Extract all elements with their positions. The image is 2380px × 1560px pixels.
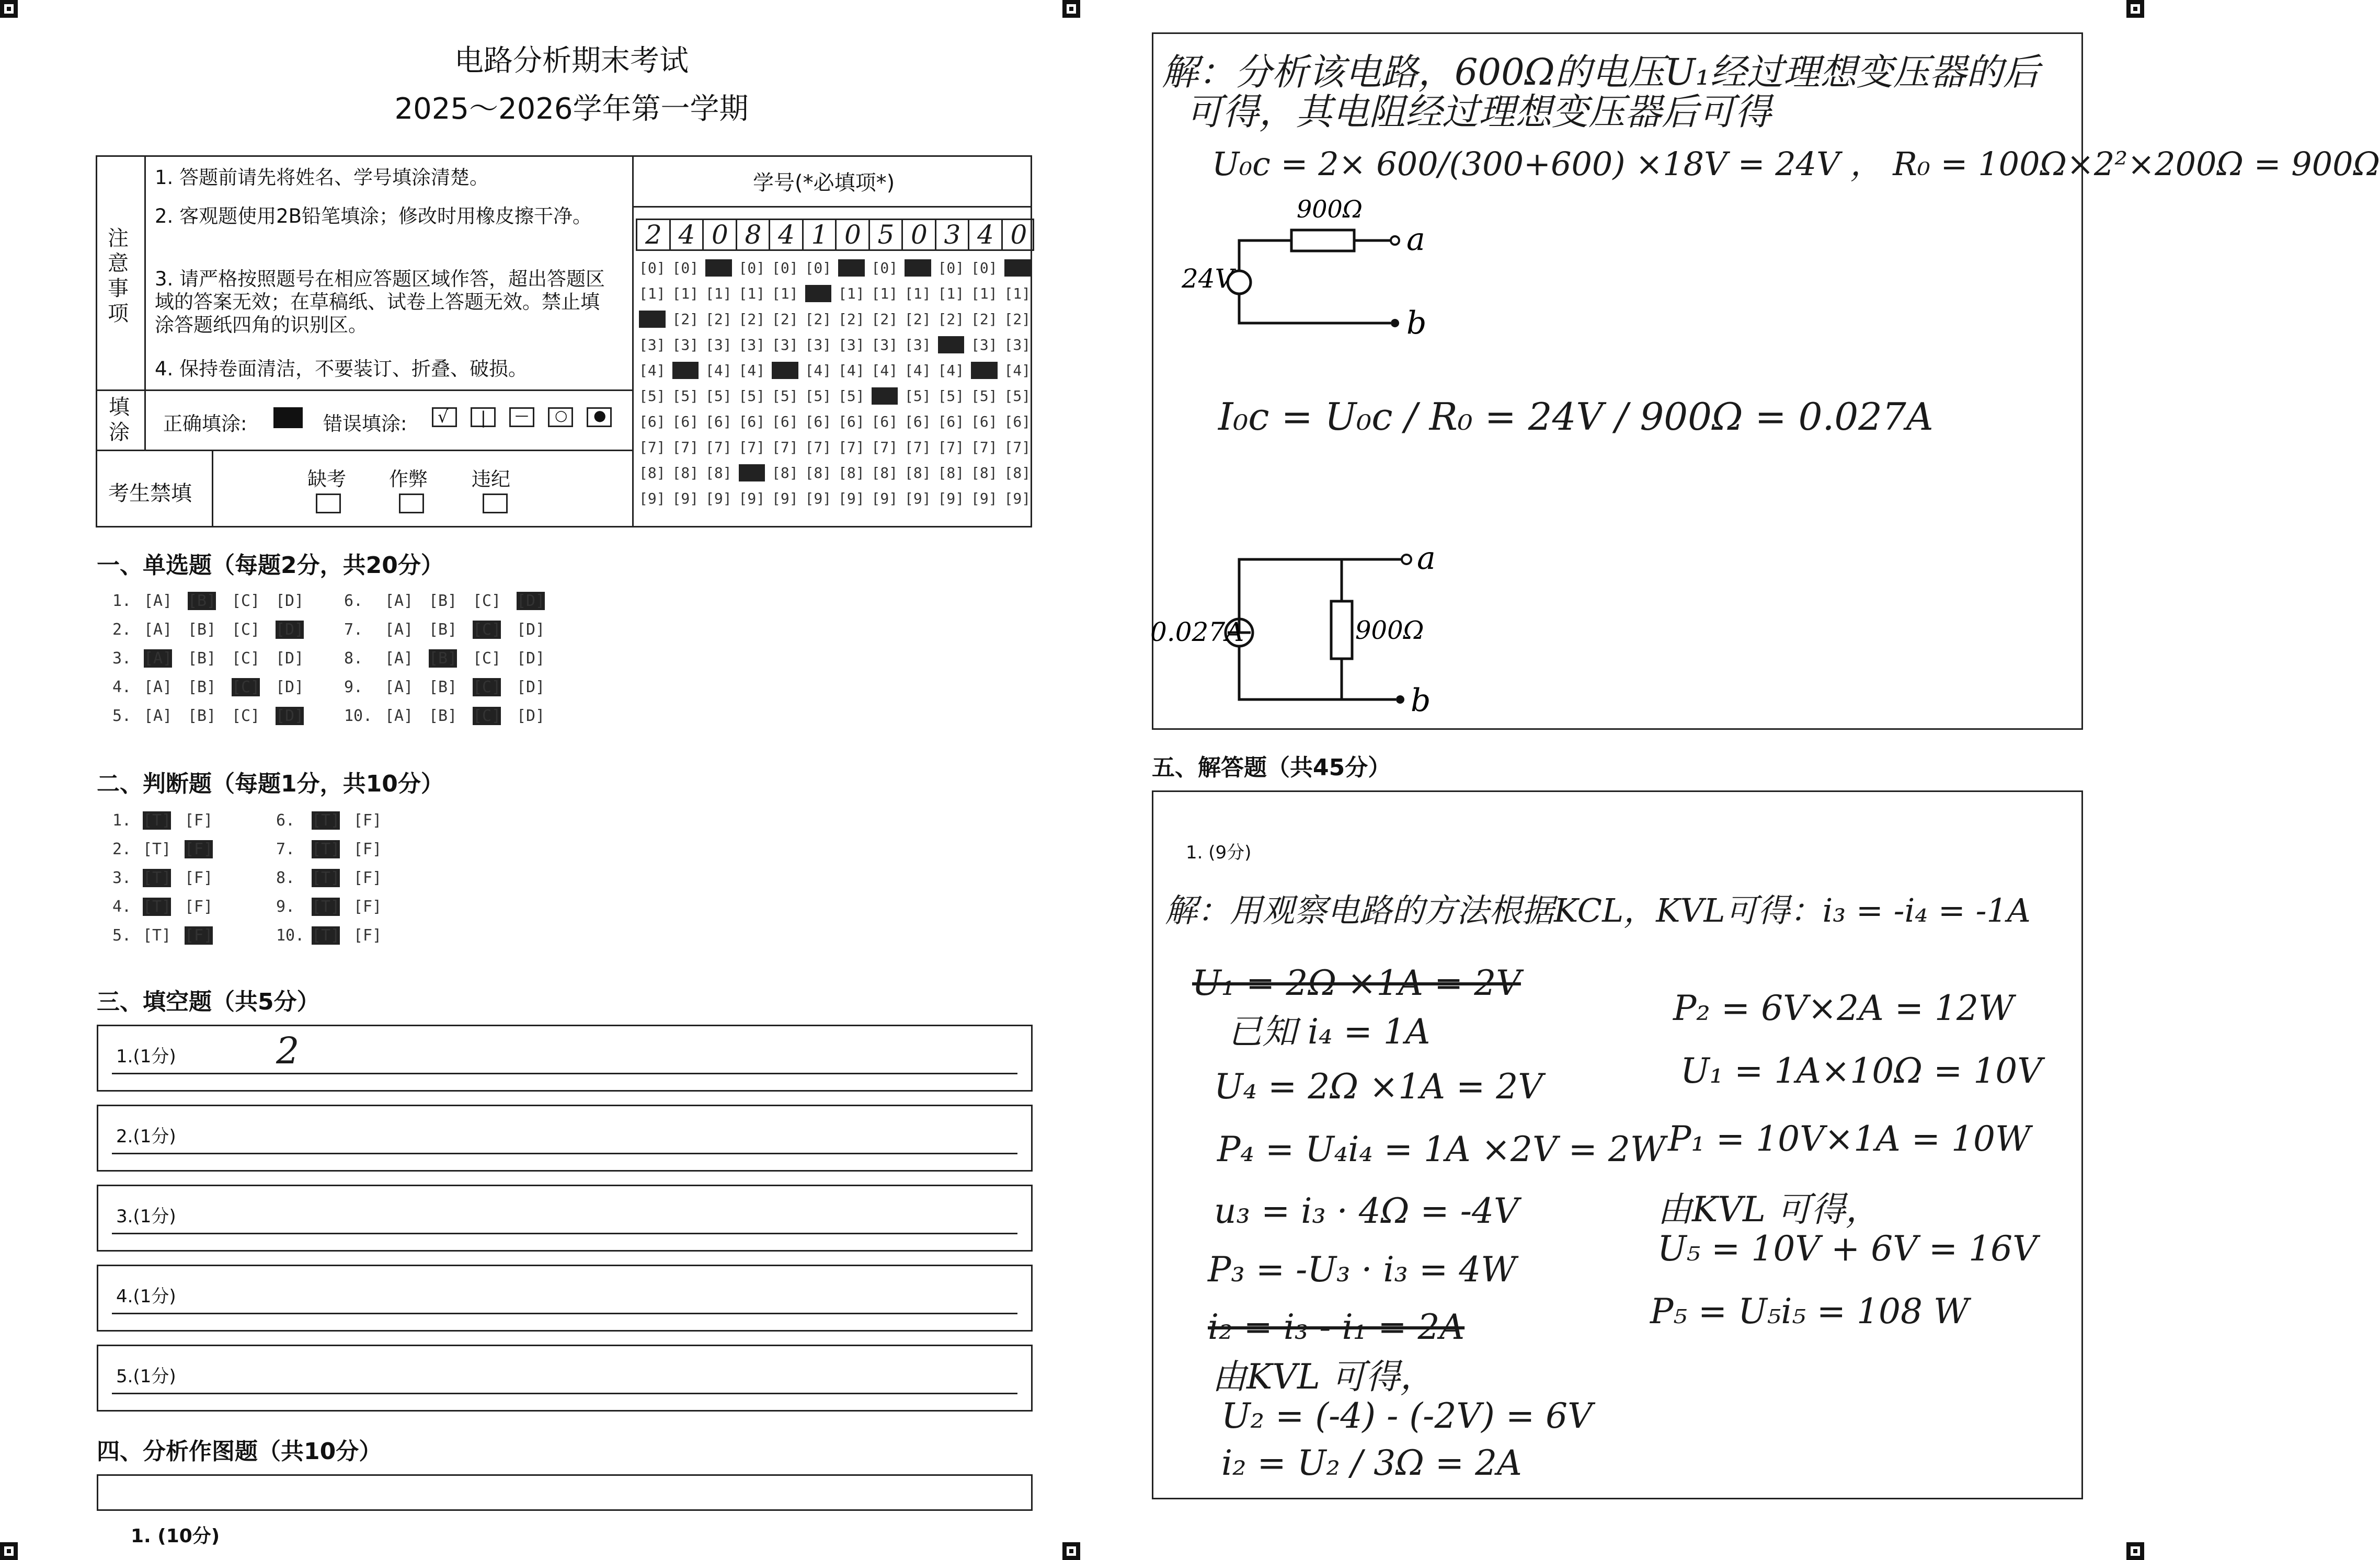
id-bubble[interactable]: [8]	[772, 464, 798, 481]
s2-qnum: 3.	[112, 869, 132, 887]
s2-option[interactable]: [T]	[312, 926, 340, 945]
circuit1-a-label: a	[1406, 221, 1425, 258]
s2-qnum: 4.	[112, 898, 132, 916]
s1-option[interactable]: [A]	[144, 678, 173, 696]
wrong-fill-label: 错误填涂:	[323, 412, 407, 435]
id-bubble[interactable]: [8]	[838, 464, 865, 481]
fill-blank-box[interactable]	[97, 1185, 1033, 1252]
circuit1-b-label: b	[1406, 305, 1427, 341]
notice-item-1: 1. 答题前请先将姓名、学号填涂清楚。	[155, 166, 489, 189]
id-bubble[interactable]: [1]	[937, 285, 965, 302]
circuit2-b-label: b	[1411, 682, 1431, 719]
id-bubble[interactable]: [5]	[971, 387, 998, 405]
id-bubble[interactable]: [2]	[672, 311, 699, 328]
s2-option[interactable]: [T]	[143, 898, 171, 916]
s1-qnum: 8.	[344, 649, 363, 668]
s1-option[interactable]: [D]	[276, 707, 304, 725]
id-bubble[interactable]: [8]	[805, 464, 832, 481]
id-bubble[interactable]: [1]	[805, 285, 832, 302]
s2-option[interactable]: [F]	[353, 869, 382, 887]
id-bubble[interactable]: [7]	[672, 439, 699, 456]
s1-option[interactable]: [B]	[188, 592, 216, 610]
circuit-diagram-1	[1182, 183, 1454, 350]
id-bubble[interactable]: [1]	[871, 285, 898, 302]
student-id-digit: 0	[1010, 220, 1027, 250]
s4-line-2: 可得，其电阻经过理想变压器后可得	[1186, 90, 1771, 133]
id-bubble[interactable]: [6]	[705, 413, 732, 430]
s1-qnum: 9.	[344, 678, 363, 696]
s2-option[interactable]: [F]	[185, 840, 213, 858]
s1-option[interactable]: [D]	[517, 678, 545, 696]
id-bubble[interactable]: [2]	[705, 311, 732, 328]
id-bubble[interactable]: [7]	[937, 439, 965, 456]
corner-marker-bottom-middle	[1062, 1542, 1080, 1560]
id-bubble[interactable]: [5]	[738, 387, 765, 405]
s1-option[interactable]: [D]	[517, 649, 545, 668]
id-bubble[interactable]: [9]	[838, 490, 865, 507]
id-bubble[interactable]: [9]	[937, 490, 965, 507]
id-bubble[interactable]: [3]	[738, 336, 765, 353]
id-bubble[interactable]: [4]	[838, 362, 865, 379]
student-id-header: 学号(*必填项*)	[753, 171, 895, 195]
s1-option[interactable]: [C]	[232, 707, 260, 725]
id-bubble[interactable]: [5]	[937, 387, 965, 405]
section2-heading: 二、判断题（每题1分，共10分）	[97, 771, 444, 797]
notice-item-3: 3. 请严格按照题号在相应答题区域作答，超出答题区域的答案无效；在草稿纸、试卷上答题无效。禁止填涂答题纸四角的识别区。	[155, 268, 605, 336]
s2-qnum: 8.	[276, 869, 295, 887]
fill-label: 填涂	[109, 395, 130, 444]
student-id-digit: 2	[645, 220, 662, 250]
s5-left-line: 已知 i₄ = 1A	[1228, 1012, 1431, 1052]
s4-line-4: I₀c = U₀c / R₀ = 24V / 900Ω = 0.027A	[1218, 395, 1933, 439]
s2-option[interactable]: [F]	[185, 898, 213, 916]
section4-q1-label: 1. (10分)	[131, 1525, 220, 1547]
wrong-mark-3: —	[509, 407, 534, 427]
id-bubble[interactable]: [9]	[772, 490, 798, 507]
s1-option[interactable]: [D]	[517, 592, 545, 610]
s5-left-line: 由KVL 可得，	[1212, 1357, 1435, 1397]
id-bubble[interactable]: [0]	[772, 259, 798, 277]
student-id-digit: 5	[877, 220, 895, 250]
s2-option[interactable]: [T]	[143, 869, 171, 887]
s5-left-line: P₃ = -U₃ · i₃ = 4W	[1208, 1249, 1517, 1290]
id-bubble[interactable]: [8]	[971, 464, 998, 481]
fill-blank-label: 1.(1分)	[116, 1046, 176, 1067]
s5-left-line: U₂ = (-4) - (-2V) = 6V	[1221, 1396, 1593, 1436]
id-bubble[interactable]: [5]	[905, 387, 931, 405]
student-id-digit: 4	[778, 220, 795, 250]
circuit1-terminal-a	[1391, 236, 1399, 245]
id-bubble[interactable]: [0]	[672, 259, 699, 277]
s1-option[interactable]: [A]	[385, 649, 414, 668]
s5-right-line: P₁ = 10V×1A = 10W	[1668, 1119, 2031, 1159]
fill-blank-box[interactable]	[97, 1265, 1033, 1332]
s2-qnum: 1.	[112, 811, 132, 830]
id-bubble[interactable]: [1]	[838, 285, 865, 302]
id-bubble[interactable]: [3]	[971, 336, 998, 353]
id-bubble[interactable]: [7]	[905, 439, 931, 456]
corner-marker-top-middle	[1062, 0, 1080, 18]
proctor-item-violation: 违纪	[472, 468, 510, 490]
corner-marker-bottom-right	[2126, 1542, 2144, 1560]
id-bubble[interactable]: [3]	[871, 336, 898, 353]
id-bubble[interactable]: [3]	[639, 336, 666, 353]
s2-option[interactable]: [T]	[312, 898, 340, 916]
id-bubble[interactable]: [6]	[905, 413, 931, 430]
s2-qnum: 7.	[276, 840, 295, 858]
section5-heading: 五、解答题（共45分）	[1152, 754, 1391, 781]
student-id-digit: 0	[712, 220, 728, 250]
s1-option[interactable]: [D]	[517, 621, 545, 639]
id-bubble[interactable]: [2]	[639, 311, 666, 328]
s4-line-1: 解：分析该电路，600Ω的电压U₁经过理想变压器的后	[1162, 51, 2040, 94]
id-bubble[interactable]: [8]	[672, 464, 699, 481]
section5-q1-label: 1. (9分)	[1186, 842, 1252, 863]
id-bubble[interactable]: [2]	[871, 311, 898, 328]
id-bubble[interactable]: [9]	[672, 490, 699, 507]
student-id-digit: 0	[844, 220, 861, 250]
notice-item-2: 2. 客观题使用2B铅笔填涂；修改时用橡皮擦干净。	[155, 205, 592, 227]
section3-heading: 三、填空题（共5分）	[97, 989, 320, 1015]
s1-option[interactable]: [A]	[385, 678, 414, 696]
s1-option[interactable]: [B]	[188, 678, 216, 696]
notice-item-4: 4. 保持卷面清洁，不要装订、折叠、破损。	[155, 358, 528, 380]
id-bubble[interactable]: [6]	[971, 413, 998, 430]
s1-option[interactable]: [A]	[144, 621, 173, 639]
s5-left-line: 解：用观察电路的方法根据KCL，KVL可得：i₃ = -i₄ = -1A	[1165, 891, 2031, 930]
id-bubble[interactable]: [1]	[738, 285, 765, 302]
id-bubble[interactable]: [8]	[871, 464, 898, 481]
circuit2-res-label: 900Ω	[1355, 616, 1424, 645]
id-bubble[interactable]: [7]	[838, 439, 865, 456]
id-bubble[interactable]: [3]	[672, 336, 699, 353]
s2-option[interactable]: [T]	[143, 840, 171, 858]
id-bubble[interactable]: [5]	[672, 387, 699, 405]
s1-option[interactable]: [C]	[473, 707, 501, 725]
id-bubble[interactable]: [6]	[937, 413, 965, 430]
s5-left-line: u₃ = i₃ · 4Ω = -4V	[1214, 1191, 1519, 1231]
id-bubble[interactable]: [5]	[838, 387, 865, 405]
s1-qnum: 1.	[112, 592, 132, 610]
id-bubble[interactable]: [9]	[971, 490, 998, 507]
id-bubble[interactable]: [4]	[772, 362, 798, 379]
id-bubble[interactable]: [3]	[705, 336, 732, 353]
wrong-mark-2: |	[471, 407, 496, 427]
corner-marker-bottom-left	[0, 1542, 18, 1560]
s1-qnum: 6.	[344, 592, 363, 610]
s5-left-line: P₄ = U₄i₄ = 1A ×2V = 2W	[1217, 1129, 1666, 1169]
circuit1-src-label: 24V	[1182, 263, 1234, 294]
id-bubble[interactable]: [3]	[772, 336, 798, 353]
student-id-digit: 0	[911, 220, 928, 250]
id-bubble[interactable]: [4]	[639, 362, 666, 379]
id-bubble[interactable]: [0]	[639, 259, 666, 277]
s1-qnum: 5.	[112, 707, 132, 725]
s1-qnum: 10.	[344, 707, 373, 725]
id-bubble[interactable]: [3]	[1004, 336, 1031, 353]
s1-option[interactable]: [C]	[232, 678, 260, 696]
id-bubble[interactable]: [2]	[805, 311, 832, 328]
student-id-digit: 4	[678, 220, 695, 250]
s2-qnum: 5.	[112, 926, 132, 945]
id-bubble[interactable]: [4]	[1004, 362, 1031, 379]
s2-option[interactable]: [F]	[353, 926, 382, 945]
student-id-digit: 8	[745, 220, 762, 250]
id-bubble[interactable]: [3]	[905, 336, 931, 353]
s1-qnum: 4.	[112, 678, 132, 696]
s5-left-line: U₄ = 2Ω ×1A = 2V	[1214, 1066, 1543, 1107]
s1-option[interactable]: [C]	[473, 621, 501, 639]
proctor-item-absent: 缺考	[307, 468, 346, 490]
s5-right-line: P₂ = 6V×2A = 12W	[1673, 988, 2014, 1028]
id-bubble[interactable]: [3]	[805, 336, 832, 353]
id-bubble[interactable]: [0]	[705, 259, 732, 277]
exam-semester: 2025～2026学年第一学期	[394, 92, 749, 126]
id-bubble[interactable]: [1]	[639, 285, 666, 302]
proctor-box-absent[interactable]	[316, 494, 341, 513]
s2-qnum: 10.	[276, 926, 305, 945]
circuit2-terminal-a	[1402, 555, 1411, 564]
s1-option[interactable]: [B]	[429, 649, 457, 668]
s1-option[interactable]: [C]	[473, 678, 501, 696]
id-bubble[interactable]: [5]	[705, 387, 732, 405]
s5-right-line: 由KVL 可得，	[1657, 1189, 1880, 1230]
fill-blank-answer: 2	[276, 1029, 300, 1072]
id-bubble[interactable]: [1]	[971, 285, 998, 302]
id-bubble[interactable]: [8]	[1004, 464, 1031, 481]
circuit1-terminal-b	[1391, 319, 1399, 327]
id-bubble[interactable]: [5]	[1004, 387, 1031, 405]
s2-option[interactable]: [T]	[312, 840, 340, 858]
id-bubble[interactable]: [7]	[738, 439, 765, 456]
s1-option[interactable]: [C]	[232, 592, 260, 610]
s2-qnum: 6.	[276, 811, 295, 830]
id-bubble[interactable]: [0]	[738, 259, 765, 277]
s1-qnum: 2.	[112, 621, 132, 639]
correct-fill-sample	[273, 407, 303, 428]
correct-fill-label: 正确填涂:	[163, 412, 247, 435]
s2-option[interactable]: [T]	[312, 869, 340, 887]
id-bubble[interactable]: [4]	[672, 362, 699, 379]
fill-blank-label: 3.(1分)	[116, 1206, 176, 1227]
id-bubble[interactable]: [9]	[705, 490, 732, 507]
s1-option[interactable]: [A]	[144, 707, 173, 725]
s1-qnum: 3.	[112, 649, 132, 668]
s1-qnum: 7.	[344, 621, 363, 639]
id-bubble[interactable]: [4]	[905, 362, 931, 379]
id-bubble[interactable]: [0]	[971, 259, 998, 277]
s5-left-line: i₂ = U₂ / 3Ω = 2A	[1221, 1443, 1522, 1483]
s1-option[interactable]: [B]	[429, 621, 457, 639]
id-bubble[interactable]: [0]	[871, 259, 898, 277]
id-bubble[interactable]: [6]	[805, 413, 832, 430]
section1-heading: 一、单选题（每题2分，共20分）	[97, 552, 444, 579]
s5-right-line: U₅ = 10V + 6V = 16V	[1657, 1229, 2038, 1269]
s1-option[interactable]: [B]	[188, 707, 216, 725]
id-bubble[interactable]: [0]	[905, 259, 931, 277]
s2-option[interactable]: [F]	[353, 840, 382, 858]
id-bubble[interactable]: [0]	[937, 259, 965, 277]
s1-option[interactable]: [D]	[276, 649, 304, 668]
s1-option[interactable]: [B]	[188, 649, 216, 668]
id-bubble[interactable]: [0]	[838, 259, 865, 277]
id-bubble[interactable]: [1]	[772, 285, 798, 302]
s1-option[interactable]: [B]	[188, 621, 216, 639]
student-id-digit: 1	[811, 220, 828, 250]
id-bubble[interactable]: [1]	[905, 285, 931, 302]
s2-option[interactable]: [T]	[312, 811, 340, 830]
id-bubble[interactable]: [9]	[639, 490, 666, 507]
s2-qnum: 9.	[276, 898, 295, 916]
id-bubble[interactable]: [2]	[838, 311, 865, 328]
id-bubble[interactable]: [5]	[805, 387, 832, 405]
id-bubble[interactable]: [6]	[639, 413, 666, 430]
s1-option[interactable]: [C]	[473, 649, 501, 668]
id-bubble[interactable]: [1]	[672, 285, 699, 302]
s1-option[interactable]: [D]	[517, 707, 545, 725]
proctor-label: 考生禁填	[108, 481, 192, 506]
proctor-box-violation[interactable]	[483, 494, 508, 513]
id-bubble[interactable]: [2]	[772, 311, 798, 328]
proctor-box-cheat[interactable]	[399, 494, 424, 513]
id-bubble[interactable]: [5]	[639, 387, 666, 405]
id-bubble[interactable]: [4]	[705, 362, 732, 379]
section4-heading: 四、分析作图题（共10分）	[97, 1438, 382, 1465]
s1-option[interactable]: [D]	[276, 592, 304, 610]
s2-option[interactable]: [T]	[143, 926, 171, 945]
exam-title: 电路分析期末考试	[454, 44, 689, 78]
circuit-diagram-2	[1150, 538, 1474, 719]
s2-option[interactable]: [F]	[185, 926, 213, 945]
section4-answer-box-top	[97, 1474, 1033, 1511]
s1-option[interactable]: [B]	[429, 707, 457, 725]
s2-option[interactable]: [F]	[353, 811, 382, 830]
id-bubble[interactable]: [9]	[1004, 490, 1031, 507]
s4-line-3: U₀c = 2× 600/(300+600) ×18V = 24V ， R₀ = 100Ω×2²×200Ω = 900Ω	[1212, 145, 2380, 183]
id-bubble[interactable]: [6]	[838, 413, 865, 430]
s1-option[interactable]: [A]	[385, 707, 414, 725]
id-bubble[interactable]: [6]	[672, 413, 699, 430]
s2-option[interactable]: [T]	[143, 811, 171, 830]
s1-option[interactable]: [A]	[144, 649, 173, 668]
s1-option[interactable]: [D]	[276, 678, 304, 696]
fill-blank-box[interactable]	[97, 1105, 1033, 1172]
id-bubble[interactable]: [4]	[805, 362, 832, 379]
s1-option[interactable]: [B]	[429, 678, 457, 696]
fill-blank-box[interactable]	[97, 1025, 1033, 1092]
proctor-item-cheat: 作弊	[389, 468, 428, 490]
s5-right-line: U₁ = 1A×10Ω = 10V	[1680, 1051, 2042, 1091]
id-bubble[interactable]: [6]	[772, 413, 798, 430]
circuit2-resistor	[1331, 601, 1352, 659]
wrong-mark-4: ○	[548, 407, 573, 427]
fill-blank-box[interactable]	[97, 1345, 1033, 1412]
id-bubble[interactable]: [3]	[838, 336, 865, 353]
id-bubble[interactable]: [2]	[905, 311, 931, 328]
id-bubble[interactable]: [4]	[971, 362, 998, 379]
student-id-digit: 3	[944, 220, 961, 250]
id-bubble[interactable]: [6]	[738, 413, 765, 430]
s1-option[interactable]: [C]	[232, 621, 260, 639]
s1-option[interactable]: [A]	[144, 592, 173, 610]
id-bubble[interactable]: [8]	[639, 464, 666, 481]
id-bubble[interactable]: [2]	[937, 311, 965, 328]
id-bubble[interactable]: [0]	[805, 259, 832, 277]
wrong-mark-5: ●	[587, 407, 612, 427]
id-bubble[interactable]: [7]	[772, 439, 798, 456]
s5-left-line: U₁ = 2Ω ×1A = 2V	[1192, 963, 1521, 1003]
s1-option[interactable]: [A]	[385, 592, 414, 610]
id-bubble[interactable]: [6]	[1004, 413, 1031, 430]
id-bubble[interactable]: [6]	[871, 413, 898, 430]
id-bubble[interactable]: [8]	[937, 464, 965, 481]
wrong-mark-1: √	[432, 407, 457, 427]
s2-option[interactable]: [F]	[185, 869, 213, 887]
id-bubble[interactable]: [0]	[1004, 259, 1031, 277]
id-bubble[interactable]: [4]	[871, 362, 898, 379]
id-bubble[interactable]: [8]	[738, 464, 765, 481]
fill-blank-label: 4.(1分)	[116, 1286, 176, 1307]
id-bubble[interactable]: [7]	[639, 439, 666, 456]
circuit1-resistor	[1291, 230, 1354, 251]
circuit2-terminal-b	[1396, 695, 1404, 704]
s1-option[interactable]: [B]	[429, 592, 457, 610]
id-bubble[interactable]: [9]	[738, 490, 765, 507]
s1-option[interactable]: [D]	[276, 621, 304, 639]
s1-option[interactable]: [C]	[232, 649, 260, 668]
id-bubble[interactable]: [1]	[705, 285, 732, 302]
student-id-digit: 4	[977, 220, 994, 250]
id-bubble[interactable]: [7]	[705, 439, 732, 456]
s1-option[interactable]: [A]	[385, 621, 414, 639]
id-bubble[interactable]: [7]	[1004, 439, 1031, 456]
circuit2-src-label: 0.027A	[1150, 617, 1244, 647]
s2-qnum: 2.	[112, 840, 132, 858]
id-bubble[interactable]: [5]	[772, 387, 798, 405]
id-bubble[interactable]: [2]	[738, 311, 765, 328]
corner-marker-top-left	[0, 0, 18, 18]
notice-label: 注意事项	[108, 226, 129, 326]
id-bubble[interactable]: [9]	[905, 490, 931, 507]
id-bubble[interactable]: [8]	[705, 464, 732, 481]
s5-right-line: P₅ = U₅i₅ = 108 W	[1650, 1291, 1969, 1332]
id-bubble[interactable]: [1]	[1004, 285, 1031, 302]
id-bubble[interactable]: [2]	[1004, 311, 1031, 328]
s2-option[interactable]: [F]	[185, 811, 213, 830]
corner-marker-top-right	[2126, 0, 2144, 18]
s5-left-line: i₂ = i₃ - i₁ = 2A	[1208, 1307, 1465, 1347]
fill-blank-label: 5.(1分)	[116, 1366, 176, 1387]
id-bubble[interactable]: [8]	[905, 464, 931, 481]
id-bubble[interactable]: [7]	[805, 439, 832, 456]
s1-option[interactable]: [C]	[473, 592, 501, 610]
fill-blank-label: 2.(1分)	[116, 1126, 176, 1147]
id-bubble[interactable]: [4]	[937, 362, 965, 379]
id-bubble[interactable]: [9]	[871, 490, 898, 507]
id-bubble[interactable]: [7]	[971, 439, 998, 456]
circuit1-res-label: 900Ω	[1297, 195, 1363, 223]
circuit2-a-label: a	[1417, 540, 1436, 577]
id-bubble[interactable]: [4]	[738, 362, 765, 379]
id-bubble[interactable]: [2]	[971, 311, 998, 328]
id-bubble[interactable]: [3]	[937, 336, 965, 353]
id-bubble[interactable]: [9]	[805, 490, 832, 507]
id-bubble[interactable]: [5]	[871, 387, 898, 405]
id-bubble[interactable]: [7]	[871, 439, 898, 456]
s2-option[interactable]: [F]	[353, 898, 382, 916]
